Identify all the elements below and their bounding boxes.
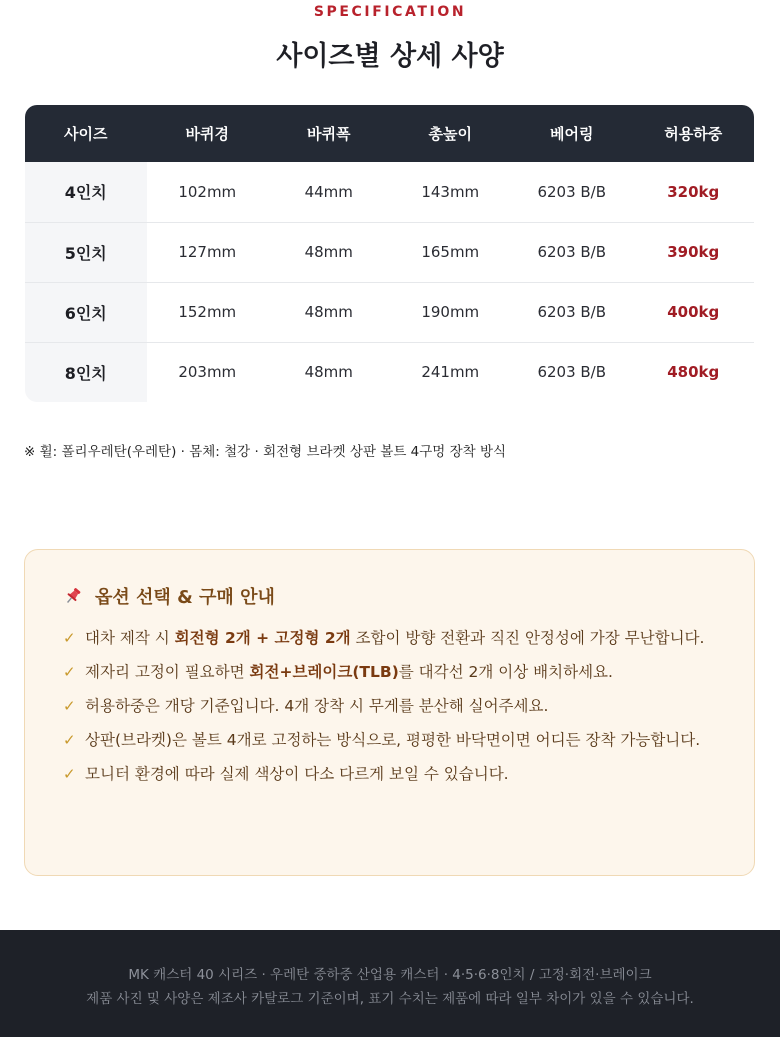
cell-width: 48mm — [304, 243, 353, 261]
list-item-text: 대차 제작 시 회전형 2개 + 고정형 2개 조합이 방향 전환과 직진 안정성에 가장 무난합니다. — [85, 629, 705, 647]
cell-diameter: 127mm — [178, 243, 237, 261]
cell-height: 143mm — [421, 182, 480, 201]
column-header-height: 총높이 — [428, 125, 472, 143]
table-header-row — [25, 105, 754, 162]
cell-height: 165mm — [421, 243, 480, 261]
list-item-text: 모니터 환경에 따라 실제 색상이 다소 다르게 보일 수 있습니다. — [85, 765, 509, 783]
check-icon: ✓ — [63, 629, 76, 647]
check-icon: ✓ — [63, 697, 76, 715]
list-item — [63, 762, 733, 787]
guide-list — [63, 626, 733, 796]
cell-width: 48mm — [304, 303, 353, 321]
check-icon: ✓ — [63, 731, 76, 749]
cell-diameter: 152mm — [178, 303, 237, 321]
cell-size: 6인치 — [25, 282, 147, 342]
cell-bearing: 6203 B/B — [537, 243, 607, 261]
section-eyebrow: SPECIFICATION — [313, 4, 467, 20]
footer-product-line: MK 캐스터 40 시리즈 · 우레탄 중하중 산업용 캐스터 · 4·5·6·8인치 / 고정·회전·브레이크 — [128, 967, 652, 983]
material-note: ※ 휠: 폴리우레탄(우레탄) · 몸체: 철강 · 회전형 브라켓 상판 볼트 4구멍 장착 방식 — [24, 444, 507, 460]
cell-diameter: 203mm — [178, 363, 237, 382]
cell-load: 400kg — [667, 303, 720, 321]
column-header-bearing: 베어링 — [550, 125, 594, 143]
check-icon: ✓ — [63, 765, 76, 783]
table-row — [25, 282, 754, 342]
cell-width: 44mm — [304, 182, 353, 201]
column-header-width: 바퀴폭 — [307, 125, 351, 143]
cell-load: 480kg — [667, 363, 720, 382]
footer-disclaimer: 제품 사진 및 사양은 제조사 카탈로그 기준이며, 표기 수치는 제품에 따라 일부 차이가 있을 수 있습니다. — [86, 991, 694, 1007]
footer — [0, 930, 780, 1037]
cell-size: 4인치 — [25, 162, 147, 222]
purchase-guide-box — [24, 549, 755, 876]
guide-title-text: 옵션 선택 & 구매 안내 — [95, 587, 275, 608]
cell-load: 320kg — [667, 182, 720, 201]
cell-size: 8인치 — [25, 342, 147, 402]
list-item-text: 상판(브라켓)은 볼트 4개로 고정하는 방식으로, 평평한 바닥면이면 어디든 장착 가능합니다. — [85, 731, 701, 749]
cell-size: 5인치 — [25, 222, 147, 282]
cell-height: 190mm — [421, 303, 480, 321]
list-item — [63, 694, 733, 719]
list-item — [63, 626, 733, 651]
cell-load: 390kg — [667, 243, 720, 261]
list-item — [63, 728, 733, 753]
cell-bearing: 6203 B/B — [537, 182, 607, 201]
table-row — [25, 162, 754, 222]
check-icon: ✓ — [63, 663, 76, 681]
emphasis: 회전+브레이크(TLB) — [249, 663, 399, 681]
cell-bearing: 6203 B/B — [537, 363, 607, 382]
cell-width: 48mm — [304, 363, 353, 382]
list-item-text: 허용하중은 개당 기준입니다. 4개 장착 시 무게를 분산해 실어주세요. — [85, 697, 549, 715]
guide-title — [63, 583, 275, 609]
cell-bearing: 6203 B/B — [537, 303, 607, 321]
cell-diameter: 102mm — [178, 182, 237, 201]
cell-height: 241mm — [421, 363, 480, 382]
column-header-size: 사이즈 — [64, 125, 108, 143]
table-row — [25, 222, 754, 282]
page-title: 사이즈별 상세 사양 — [276, 41, 504, 72]
emphasis: 회전형 2개 + 고정형 2개 — [174, 629, 351, 647]
column-header-diameter: 바퀴경 — [185, 125, 229, 143]
column-header-load: 허용하중 — [664, 125, 723, 143]
pushpin-icon — [63, 586, 83, 606]
spec-table — [25, 105, 754, 402]
list-item — [63, 660, 733, 685]
table-row — [25, 342, 754, 402]
list-item-text: 제자리 고정이 필요하면 회전+브레이크(TLB)를 대각선 2개 이상 배치하세요. — [85, 663, 613, 681]
